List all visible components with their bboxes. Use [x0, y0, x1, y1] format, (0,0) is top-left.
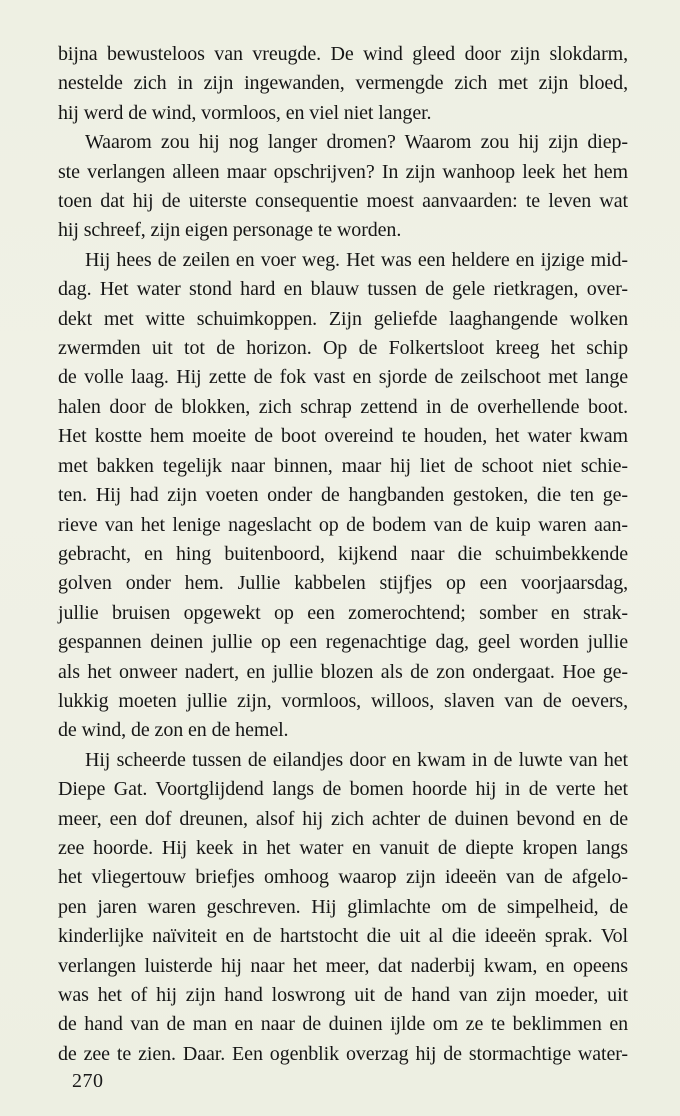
paragraph: [58, 128, 628, 246]
paragraph: [58, 246, 628, 746]
text-line: rieve van het lenige nageslacht op de bodem van de kuip waren aan-: [58, 513, 628, 536]
text-line: halen door de blokken, zich schrap zettend in de overhellende boot.: [58, 395, 628, 418]
text-line: gebracht, en hing buitenboord, kijkend naar die schuimbekkende: [58, 542, 628, 565]
text-line: de zee te zien. Daar. Een ogenblik overzag hij de stormachtige water-: [58, 1042, 628, 1065]
text-line: als het onweer nadert, en jullie blozen als de zon ondergaat. Hoe ge-: [58, 660, 628, 683]
text-line: lukkig moeten jullie zijn, vormloos, willoos, slaven van de oevers,: [58, 689, 628, 712]
text-line: ten. Hij had zijn voeten onder de hangbanden gestoken, die ten ge-: [58, 484, 628, 507]
text-line: gespannen deinen jullie op een regenachtige dag, geel worden jullie: [58, 631, 628, 654]
text-line: Hij hees de zeilen en voer weg. Het was een heldere en ijzige mid-: [85, 248, 628, 271]
text-line: toen dat hij de uiterste consequentie moest aanvaarden: te leven wat: [58, 190, 628, 213]
text-line: Waarom zou hij nog langer dromen? Waarom zou hij zijn diep-: [85, 131, 628, 154]
text-line: met bakken tegelijk naar binnen, maar hij liet de schoot niet schie-: [58, 454, 628, 477]
text-line: zwermden uit tot de horizon. Op de Folkertsloot kreeg het schip: [58, 337, 628, 360]
text-line: bijna bewusteloos van vreugde. De wind gleed door zijn slokdarm,: [58, 43, 628, 65]
text-line: zee hoorde. Hij keek in het water en vanuit de diepte kropen langs: [58, 836, 628, 859]
text-line: dekt met witte schuimkoppen. Zijn geliefde laaghangende wolken: [58, 307, 628, 330]
text-line: was het of hij zijn hand loswrong uit de hand van zijn moeder, uit: [58, 984, 628, 1006]
text-line: Hij scheerde tussen de eilandjes door en kwam in de luwte van het: [85, 748, 628, 771]
text-line: de volle laag. Hij zette de fok vast en sjorde de zeilschoot met lange: [58, 366, 628, 389]
text-line: dag. Het water stond hard en blauw tussen de gele rietkragen, over-: [58, 278, 628, 301]
text-line: verlangen luisterde hij naar het meer, dat naderbij kwam, en opeens: [58, 954, 628, 977]
text-line: ste verlangen alleen maar opschrijven? In zijn wanhoop leek het hem: [58, 160, 628, 183]
body-text: [58, 40, 628, 1069]
text-line: Het kostte hem moeite de boot overeind te houden, het water kwam: [58, 425, 628, 448]
paragraph: [58, 40, 628, 128]
text-line: jullie bruisen opgewekt op een zomerochtend; somber en strak-: [58, 601, 628, 624]
text-line: hij werd de wind, vormloos, en viel niet langer.: [58, 101, 432, 124]
text-line: meer, een dof dreunen, alsof hij zich achter de duinen bevond en de: [58, 807, 628, 830]
text-line: golven onder hem. Jullie kabbelen stijfjes op een voorjaarsdag,: [58, 572, 628, 595]
text-line: de hand van de man en naar de duinen ijlde om ze te beklimmen en: [58, 1013, 628, 1036]
text-line: de wind, de zon en de hemel.: [58, 719, 289, 742]
text-line: Diepe Gat. Voortglijdend langs de bomen hoorde hij in de verte het: [58, 778, 628, 801]
text-line: hij schreef, zijn eigen personage te worden.: [58, 219, 402, 242]
paragraph: [58, 746, 628, 1069]
text-line: pen jaren waren geschreven. Hij glimlachte om de simpelheid, de: [58, 895, 628, 918]
text-line: kinderlijke naïviteit en de hartstocht die uit al die ideeën sprak. Vol: [58, 925, 628, 948]
page-number: 270: [72, 1070, 104, 1092]
text-line: het vliegertouw briefjes omhoog waarop zijn ideeën van de afgelo-: [58, 866, 628, 889]
text-line: nestelde zich in zijn ingewanden, vermengde zich met zijn bloed,: [58, 72, 628, 95]
